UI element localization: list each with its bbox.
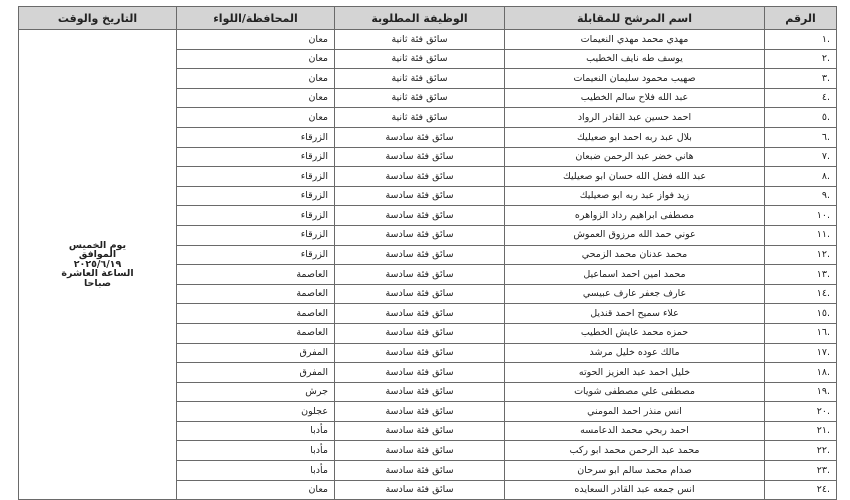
governorate: معان: [177, 30, 335, 50]
governorate: الزرقاء: [177, 127, 335, 147]
job-title: سائق فئة ثانية: [335, 30, 505, 50]
row-number: .٨: [765, 167, 837, 187]
governorate: المفرق: [177, 343, 335, 363]
row-number: .٢٣: [765, 461, 837, 481]
row-number: .١٧: [765, 343, 837, 363]
job-title: سائق فئة سادسة: [335, 147, 505, 167]
row-number: .١٦: [765, 323, 837, 343]
job-title: سائق فئة ثانية: [335, 88, 505, 108]
table-header-row: [19, 7, 837, 30]
row-number: .٥: [765, 108, 837, 128]
interview-period: صباحا: [83, 277, 112, 289]
job-title: سائق فئة سادسة: [335, 284, 505, 304]
row-number: .١٤: [765, 284, 837, 304]
governorate: مأدبا: [177, 461, 335, 481]
candidate-name: علاء سميح احمد قنديل: [505, 304, 765, 324]
job-title: سائق فئة سادسة: [335, 127, 505, 147]
governorate: جرش: [177, 382, 335, 402]
candidate-name: خليل احمد عبد العزيز الحوته: [505, 363, 765, 383]
governorate: المفرق: [177, 363, 335, 383]
header-candidate-name: اسم المرشح للمقابلة: [505, 7, 765, 30]
governorate: الزرقاء: [177, 186, 335, 206]
candidate-name: عبد الله فضل الله حسان ابو صعيليك: [505, 167, 765, 187]
governorate: العاصمة: [177, 284, 335, 304]
candidate-name: انس منذر احمد المومني: [505, 402, 765, 422]
row-number: .٧: [765, 147, 837, 167]
job-title: سائق فئة سادسة: [335, 323, 505, 343]
job-title: سائق فئة سادسة: [335, 186, 505, 206]
header-date-time: التاريخ والوقت: [19, 7, 177, 30]
governorate: معان: [177, 49, 335, 69]
row-number: .١٠: [765, 206, 837, 226]
candidate-name: احمد حسين عبد القادر الرواد: [505, 108, 765, 128]
job-title: سائق فئة سادسة: [335, 167, 505, 187]
row-number: .٦: [765, 127, 837, 147]
governorate: الزرقاء: [177, 167, 335, 187]
governorate: معان: [177, 480, 335, 500]
candidate-name: مصطفى علي مصطفى شويات: [505, 382, 765, 402]
job-title: سائق فئة سادسة: [335, 402, 505, 422]
governorate: الزرقاء: [177, 206, 335, 226]
row-number: .٢١: [765, 421, 837, 441]
row-number: .١١: [765, 225, 837, 245]
job-title: سائق فئة سادسة: [335, 343, 505, 363]
job-title: سائق فئة ثانية: [335, 108, 505, 128]
governorate: معان: [177, 69, 335, 89]
header-governorate: المحافظة/اللواء: [177, 7, 335, 30]
interview-date: ٢٠٢٥/٦/١٩: [73, 258, 122, 270]
row-number: .١٩: [765, 382, 837, 402]
table-row: [19, 30, 837, 50]
candidate-name: محمد عبد الرحمن محمد ابو ركب: [505, 441, 765, 461]
corresponding-label: الموافق: [78, 249, 117, 261]
candidate-name: مالك عوده خليل مرشد: [505, 343, 765, 363]
row-number: .١٥: [765, 304, 837, 324]
row-number: .١٢: [765, 245, 837, 265]
candidate-name: يوسف طه نايف الخطيب: [505, 49, 765, 69]
governorate: عجلون: [177, 402, 335, 422]
job-title: سائق فئة سادسة: [335, 421, 505, 441]
interview-day: يوم الخميس: [68, 239, 127, 251]
candidate-name: عبد الله فلاح سالم الخطيب: [505, 88, 765, 108]
row-number: .١٨: [765, 363, 837, 383]
candidate-name: انس جمعه عبد القادر السعايده: [505, 480, 765, 500]
governorate: معان: [177, 108, 335, 128]
job-title: سائق فئة سادسة: [335, 304, 505, 324]
job-title: سائق فئة سادسة: [335, 206, 505, 226]
candidate-name: هاني خضر عبد الرحمن ضبعان: [505, 147, 765, 167]
candidate-name: زيد فواز عبد ربه ابو صعيليك: [505, 186, 765, 206]
governorate: الزرقاء: [177, 225, 335, 245]
row-number: .١: [765, 30, 837, 50]
job-title: سائق فئة ثانية: [335, 69, 505, 89]
row-number: .٢٢: [765, 441, 837, 461]
job-title: سائق فئة سادسة: [335, 461, 505, 481]
candidate-name: حمزه محمد عايش الخطيب: [505, 323, 765, 343]
job-title: سائق فئة سادسة: [335, 441, 505, 461]
governorate: الزرقاء: [177, 147, 335, 167]
header-number: الرقم: [765, 7, 837, 30]
candidate-name: مهدي محمد مهدي النعيمات: [505, 30, 765, 50]
candidate-name: محمد عدنان محمد الزمحي: [505, 245, 765, 265]
job-title: سائق فئة سادسة: [335, 245, 505, 265]
row-number: .٩: [765, 186, 837, 206]
governorate: مأدبا: [177, 441, 335, 461]
header-job-title: الوظيفة المطلوبة: [335, 7, 505, 30]
row-number: .٣: [765, 69, 837, 89]
job-title: سائق فئة سادسة: [335, 480, 505, 500]
row-number: .١٣: [765, 265, 837, 285]
candidate-name: صدام محمد سالم ابو سرحان: [505, 461, 765, 481]
job-title: سائق فئة ثانية: [335, 49, 505, 69]
candidate-name: بلال عبد ربه احمد ابو صعيليك: [505, 127, 765, 147]
interview-schedule-table: [18, 6, 837, 500]
governorate: العاصمة: [177, 304, 335, 324]
row-number: .٤: [765, 88, 837, 108]
governorate: العاصمة: [177, 265, 335, 285]
candidate-name: عوني حمد الله مرزوق العموش: [505, 225, 765, 245]
interview-time: الساعة العاشرة: [61, 268, 134, 280]
candidate-name: عارف جعفر عارف عبيسي: [505, 284, 765, 304]
governorate: معان: [177, 88, 335, 108]
job-title: سائق فئة سادسة: [335, 382, 505, 402]
row-number: .٢٤: [765, 480, 837, 500]
governorate: الزرقاء: [177, 245, 335, 265]
candidate-name: صهيب محمود سليمان النعيمات: [505, 69, 765, 89]
job-title: سائق فئة سادسة: [335, 225, 505, 245]
governorate: العاصمة: [177, 323, 335, 343]
candidate-name: احمد ربحي محمد الدعامسه: [505, 421, 765, 441]
candidate-name: محمد امين احمد اسماعيل: [505, 265, 765, 285]
interview-date-cell: [19, 30, 177, 500]
candidate-name: مصطفى ابراهيم رداد الزواهره: [505, 206, 765, 226]
job-title: سائق فئة سادسة: [335, 363, 505, 383]
row-number: .٢٠: [765, 402, 837, 422]
row-number: .٢: [765, 49, 837, 69]
job-title: سائق فئة سادسة: [335, 265, 505, 285]
governorate: مأدبا: [177, 421, 335, 441]
